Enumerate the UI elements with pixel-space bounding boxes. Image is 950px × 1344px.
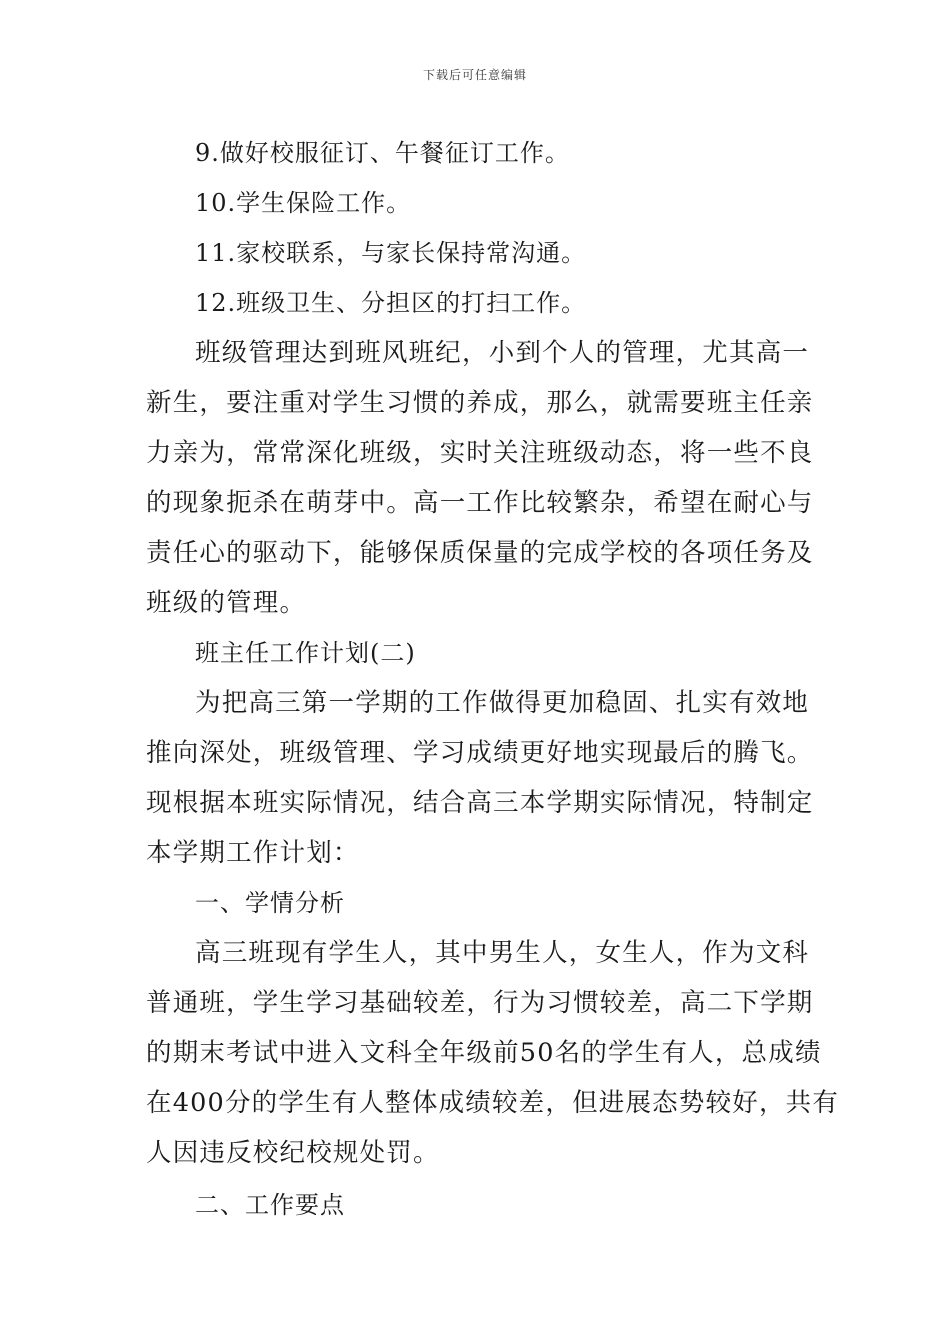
page-header: 下载后可任意编辑 <box>422 68 527 82</box>
text-line: 高三班现有学生人，其中男生人，女生人，作为文科 <box>195 938 810 968</box>
text-line: 推向深处，班级管理、学习成绩更好地实现最后的腾飞。 <box>146 738 814 768</box>
list-item-12: 12.班级卫生、分担区的打扫工作。 <box>195 289 587 317</box>
text-line: 为把高三第一学期的工作做得更加稳固、扎实有效地 <box>195 688 810 718</box>
document-body <box>146 128 840 1230</box>
text-line: 新生，要注重对学生习惯的养成，那么，就需要班主任亲 <box>146 388 814 418</box>
text-line: 在400分的学生有人整体成绩较差，但进展态势较好，共有 <box>146 1088 840 1118</box>
section-heading-1: 一、学情分析 <box>195 889 345 917</box>
text-line: 人因违反校纪校规处罚。 <box>146 1138 440 1168</box>
text-line: 班级的管理。 <box>146 588 307 618</box>
text-line: 的现象扼杀在萌芽中。高一工作比较繁杂，希望在耐心与 <box>146 488 814 518</box>
text-line: 力亲为，常常深化班级，实时关注班级动态，将一些不良 <box>146 438 814 468</box>
text-line: 现根据本班实际情况，结合高三本学期实际情况，特制定 <box>146 788 814 818</box>
summary-paragraph <box>146 328 814 628</box>
intro-paragraph <box>146 678 814 878</box>
text-line: 班级管理达到班风班纪，小到个人的管理，尤其高一 <box>195 338 810 368</box>
text-line: 责任心的驱动下，能够保质保量的完成学校的各项任务及 <box>146 538 814 568</box>
text-line: 本学期工作计划： <box>146 838 360 868</box>
list-item-10: 10.学生保险工作。 <box>195 189 412 217</box>
list-item-9: 9.做好校服征订、午餐征订工作。 <box>195 139 570 167</box>
plan-title: 班主任工作计划(二) <box>195 639 416 667</box>
list-item-11: 11.家校联系，与家长保持常沟通。 <box>195 239 587 267</box>
analysis-paragraph <box>146 928 840 1178</box>
text-line: 普通班，学生学习基础较差，行为习惯较差，高二下学期 <box>146 988 814 1018</box>
text-line: 的期末考试中进入文科全年级前50名的学生有人，总成绩 <box>146 1038 822 1068</box>
section-heading-2: 二、工作要点 <box>195 1191 345 1219</box>
